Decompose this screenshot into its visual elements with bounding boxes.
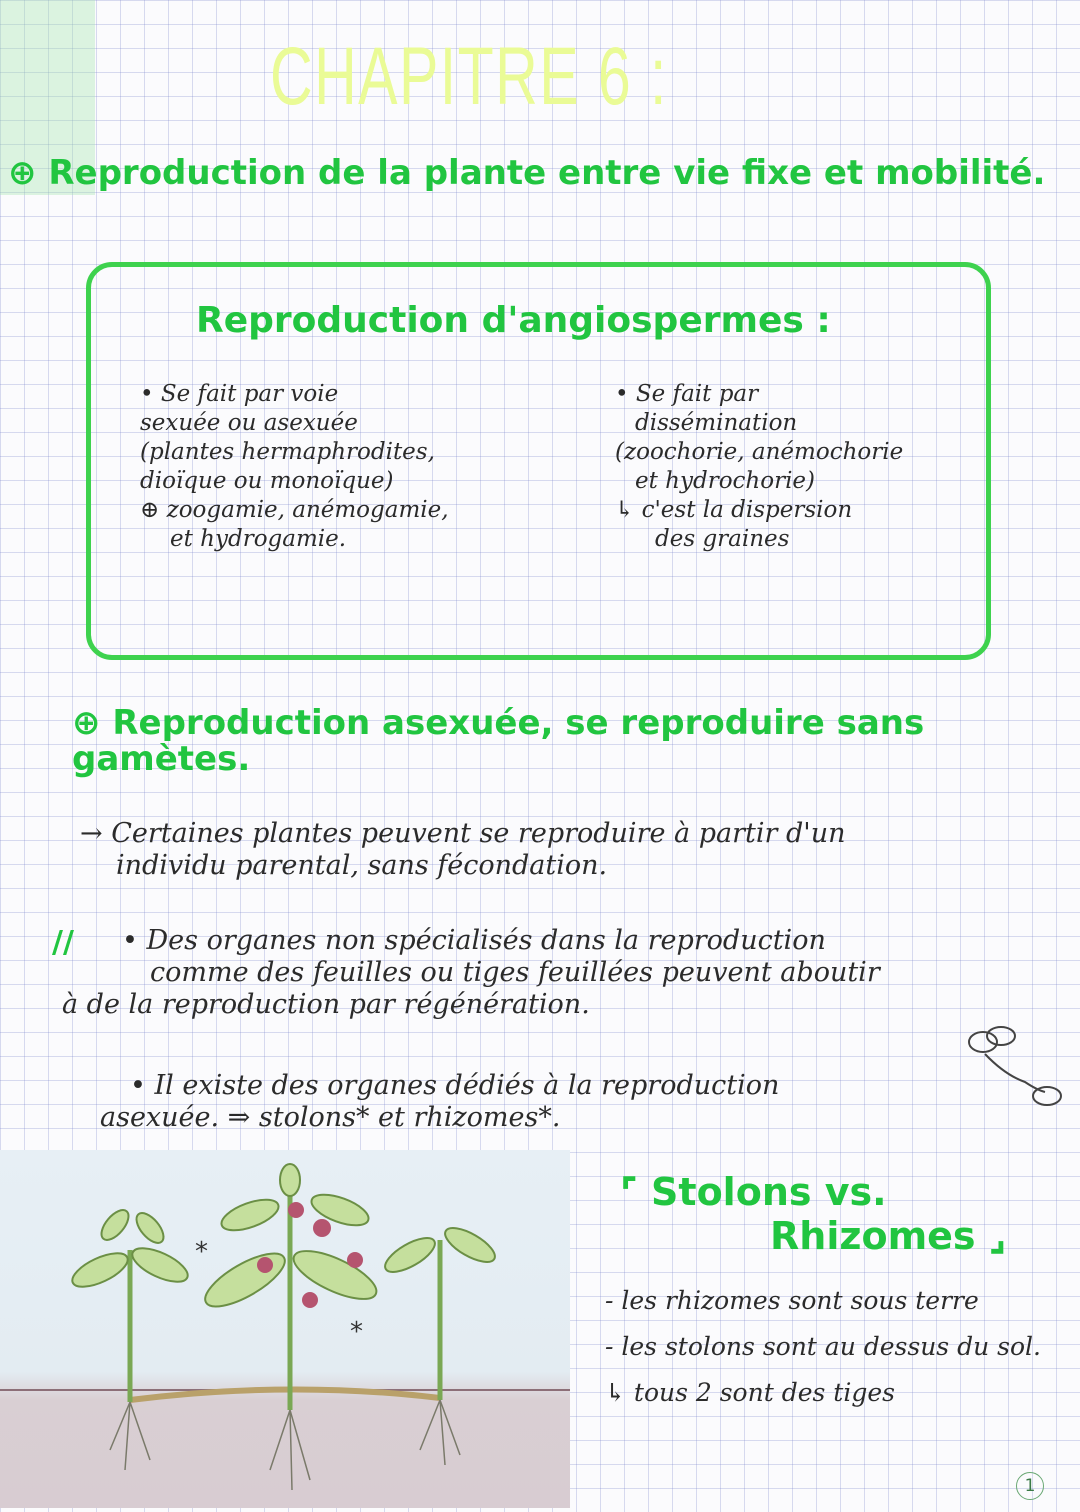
comparison-item: - les rhizomes sont sous terre	[605, 1286, 979, 1315]
section-heading-1	[8, 155, 1068, 191]
section-heading-2	[72, 705, 1032, 777]
box-left-line: ⊕ zoogamie, anémogamie,	[140, 497, 449, 523]
chapter-title: CHAPITRE 6 :	[270, 31, 668, 122]
comparison-item: ↳ tous 2 sont des tiges	[605, 1378, 895, 1407]
box-left-line: • Se fait par voie	[140, 381, 339, 407]
paragraph-1	[80, 818, 1060, 882]
section-heading-text: Reproduction de la plante entre vie fixe et mobilité.	[48, 153, 1046, 193]
stolons-vs-rhizomes-heading	[620, 1170, 1007, 1258]
box-right-line: • Se fait par	[615, 381, 759, 407]
plant-drawing	[0, 1150, 570, 1508]
paragraph-line: • Des organes non spécialisés dans la reproduction	[122, 925, 826, 956]
parallel-marker: //	[52, 925, 74, 960]
paragraph-2	[62, 925, 1062, 1021]
section-heading-text: Reproduction asexuée, se reproduire sans gamètes.	[72, 703, 925, 779]
comparison-item: - les stolons sont au dessus du sol.	[605, 1332, 1041, 1361]
box-right-line: des graines	[655, 526, 790, 552]
box-right-column	[615, 380, 975, 554]
box-right-line: et hydrochorie)	[635, 468, 816, 494]
box-left-line: sexuée ou asexuée	[140, 410, 358, 436]
paragraph-3	[100, 1070, 1050, 1134]
heading-line: ⌜ Stolons vs.	[620, 1170, 887, 1214]
comparison-list	[605, 1285, 1045, 1423]
section-bullet-icon: ⊕	[72, 703, 101, 743]
box-right-line: dissémination	[635, 410, 798, 436]
paragraph-line: à de la reproduction par régénération.	[62, 989, 590, 1020]
box-title: Reproduction d'angiospermes :	[196, 300, 831, 341]
stolon-marker: *	[195, 1237, 208, 1267]
box-left-line: et hydrogamie.	[170, 526, 347, 552]
heading-line: Rhizomes ⌟	[770, 1214, 1007, 1258]
box-left-line: (plantes hermaphrodites,	[140, 439, 435, 465]
box-right-line: ↳ c'est la dispersion	[615, 497, 853, 523]
box-right-line: (zoochorie, anémochorie	[615, 439, 904, 465]
paragraph-line: comme des feuilles ou tiges feuillées peuvent aboutir	[150, 957, 880, 988]
box-left-line: dioïque ou monoïque)	[140, 468, 394, 494]
paragraph-line: individu parental, sans fécondation.	[116, 850, 608, 881]
section-bullet-icon: ⊕	[8, 153, 37, 193]
plant-illustration	[0, 1150, 570, 1508]
rhizome-marker: *	[350, 1317, 363, 1347]
paragraph-line: asexuée. ⇒ stolons* et rhizomes*.	[100, 1102, 561, 1133]
paragraph-line: → Certaines plantes peuvent se reproduire à partir d'un	[80, 818, 846, 849]
paragraph-line: • Il existe des organes dédiés à la reproduction	[130, 1070, 780, 1101]
page-number: 1	[1016, 1472, 1044, 1500]
box-left-column	[140, 380, 560, 554]
